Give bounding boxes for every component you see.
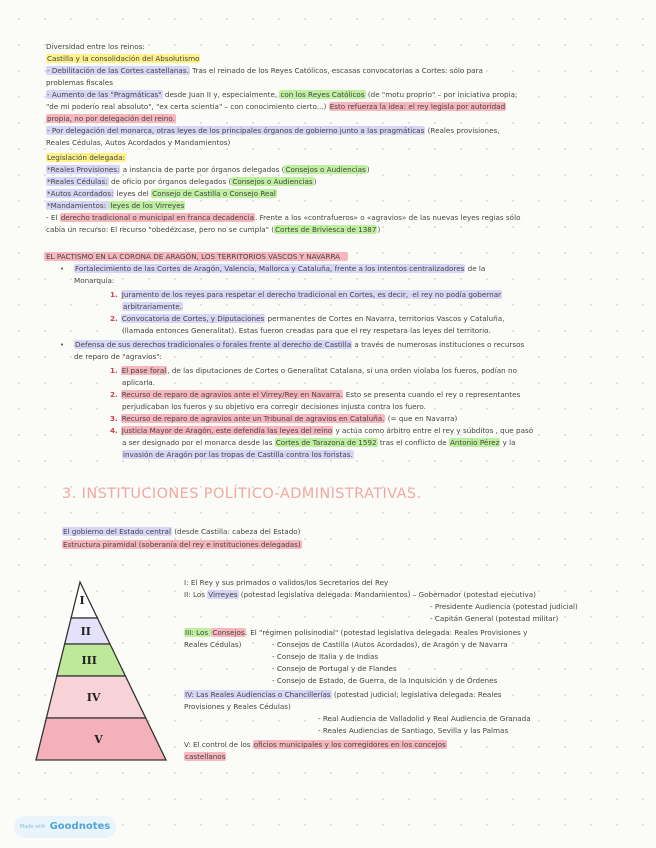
level-line: - Consejo de Italia y de Indias [272, 652, 379, 661]
delegada-line: cabía un recurso: El recurso "obedézcase, pero no se cumpla" (Cortes de Briviesca de 1387) [46, 225, 381, 234]
pyramid-diagram [34, 580, 174, 765]
level-line: - Presidente Audiencia (potestad judicial) [430, 602, 578, 611]
delegada-line: *Mandamientos: leyes de los Virreyes [47, 201, 185, 210]
castilla-line: - Aumento de las "Pragmáticas" desde Juan II y, especialmente, con los Reyes Católicos (de "motu proprio" – por iniciativa propia; [47, 90, 518, 99]
pactismo-item: aplicarla. [122, 378, 155, 387]
section-title: 3. INSTITUCIONES POLÍTICO-ADMINISTRATIVAS. [62, 486, 422, 502]
level-line: castellanos [185, 752, 226, 761]
pactismo-item: (llamada entonces Generalitat). Estas fueron creadas para que el rey respetara las leyes del territorio. [122, 326, 491, 335]
goodnotes-brand: Goodnotes [49, 821, 111, 832]
level-line: III: Los Consejos. El "régimen polisinodial" (potestad legislativa delegada: Reales Provisiones y [185, 628, 528, 637]
level-line: - Capitán General (potestad militar) [430, 614, 559, 623]
castilla-line: Reales Cédulas, Autos Acordados y Mandamientos) [46, 138, 231, 147]
level-line: V: El control de los oficios municipales y los corregidores en los concejos [184, 740, 446, 749]
pactismo-item: perjudicaban los fueros y su objetivo era corregir decisiones injusta contra los fuero. [122, 402, 426, 411]
castilla-line: - Debilitación de las Cortes castellanas. Tras el reinado de los Reyes Católicos, escasas convocatorias a Cortes: sólo para [47, 66, 483, 75]
pactismo-line: Monarquía: [74, 276, 115, 285]
pactismo-line: Fortalecimiento de las Cortes de Aragón, Valencia, Mallorca y Cataluña, frente a los intentos centralizadores de la [75, 264, 486, 273]
level-line: - Consejo de Portugal y de Flandes [272, 664, 397, 673]
pyramid-label-5: V [94, 733, 103, 746]
castilla-line: propia, no por delegación del reino. [47, 114, 175, 123]
delegada-heading: Legislación delegada: [47, 153, 125, 162]
pactismo-heading: EL PACTISMO EN LA CORONA DE ARAGÓN, LOS TERRITORIOS VASCOS Y NAVARRA [44, 252, 348, 262]
level-line: II: Los Virreyes (potestad legislativa delegada: Mandamientos) – Gobernador (potestad ejecutiva) [184, 590, 536, 599]
castilla-line: problemas fiscales [46, 78, 113, 87]
pactismo-item: arbitrariamente. [123, 302, 182, 311]
castilla-heading: Castilla y la consolidación del Absolutismo [47, 54, 200, 63]
castilla-line: - Por delegación del monarca, otras leyes de los principales órganos de gobierno junto a las pragmáticas (Reales provisiones, [47, 126, 500, 135]
level-line: - Real Audiencia de Valladolid y Real Audiencia de Granada [318, 714, 531, 723]
level-line: - Consejos de Castilla (Autos Acordados), de Aragón y de Navarra [272, 640, 508, 649]
delegada-line: *Autos Acordados: leyes del Consejo de Castilla o Consejo Real [47, 189, 276, 198]
pactismo-item: 2. Convocatoria de Cortes, y Diputaciones permanentes de Cortes en Navarra, territorios Vascos y Cataluña, [110, 314, 505, 323]
level-line: - Consejo de Estado, de Guerra, de la Inquisición y de Órdenes [272, 676, 498, 685]
pyramid-label-2: II [80, 625, 91, 638]
intro-title: Diversidad entre los reinos: [46, 42, 145, 51]
level-line: IV: Las Reales Audiencias o Chancillerías (potestad judicial; legislativa delegada: Reales [185, 690, 502, 699]
section-line: Estructura piramidal (soberanía del rey e instituciones delegadas) [63, 540, 301, 549]
delegada-line: *Reales Cédulas: de oficio por órganos delegados (Consejos o Audiencias) [47, 177, 317, 186]
level-line: I: El Rey y sus primados o validos/los Secretarios del Rey [184, 578, 389, 587]
pactismo-item: 4. Justicia Mayor de Aragón, este defendía las leyes del reino y actúa como árbitro entre el rey y súbditos , que pasó [110, 426, 534, 435]
bullet-dot: • [60, 265, 65, 273]
level-line: Provisiones y Reales Cédulas) [184, 702, 291, 711]
pactismo-item: invasión de Aragón por las tropas de Castilla contra los foristas. [123, 450, 353, 459]
pactismo-item: 3. Recurso de reparo de agravios ante un Tribunal de agravios en Cataluña. (= que en Navarra) [110, 414, 458, 423]
pactismo-line: Defensa de sus derechos tradicionales o forales frente al derecho de Castilla a través de numerosas instituciones o recursos [75, 340, 525, 349]
level-line: Reales Cédulas) [184, 640, 242, 649]
pactismo-item: a ser designado por el monarca desde las Cortes de Tarazona de 1592 tras el conflicto de Antonio Pérez y la [122, 438, 516, 447]
pactismo-item: 2. Recurso de reparo de agravios ante el Virrey/Rey en Navarra. Esto se presenta cuando el rey o representantes [110, 390, 521, 399]
pactismo-item: 1. El pase foral, de las diputaciones de Cortes o Generalitat Catalana, si una orden violaba los fueros, podían no [110, 366, 517, 375]
pyramid-label-1: I [79, 594, 85, 607]
section-line: El gobierno del Estado central (desde Castilla: cabeza del Estado) [63, 527, 301, 536]
pactismo-line: de reparo de "agravios": [74, 352, 162, 361]
pyramid-label-4: IV [86, 691, 101, 704]
level-line: - Reales Audiencias de Santiago, Sevilla y las Palmas [318, 726, 509, 735]
made-with-label: Made with [19, 824, 46, 830]
pyramid-label-3: III [81, 654, 97, 667]
goodnotes-badge[interactable] [14, 816, 116, 838]
delegada-line: *Reales Provisiones: a instancia de parte por órganos delegados (Consejos o Audiencias) [47, 165, 370, 174]
pactismo-item: 1. Juramento de los reyes para respetar el derecho tradicional en Cortes, es decir, el rey no podía gobernar [110, 290, 502, 299]
delegada-line: - El derecho tradicional o municipal en franca decadencia. Frente a los «contrafueros» o «agravios» de las nuevas leyes regias sólo [46, 213, 521, 222]
castilla-line: "de mi poderío real absoluto", "ex certa scientia" – con conocimiento cierto...) Esto refuerza la idea: el rey legisla por autoridad [46, 102, 506, 111]
bullet-dot: • [60, 341, 65, 349]
